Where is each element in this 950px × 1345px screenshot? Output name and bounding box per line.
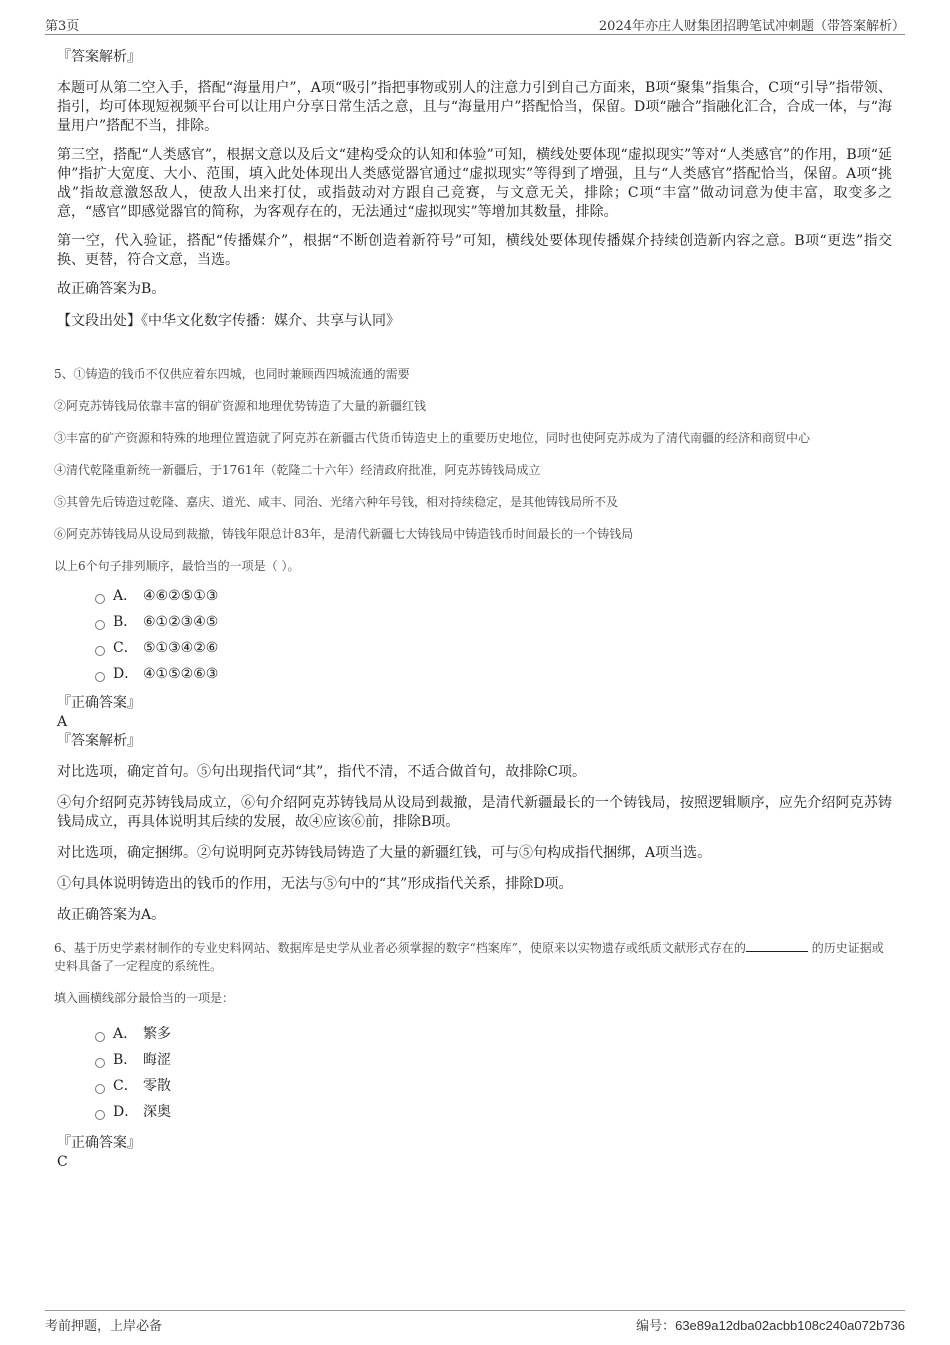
analysis-paragraph: ①句具体说明铸造出的钱币的作用，无法与⑤句中的“其”形成指代关系，排除D项。 bbox=[57, 876, 573, 892]
radio-button-icon[interactable] bbox=[95, 1084, 105, 1094]
question-line: ④清代乾隆重新统一新疆后，于1761年（乾隆二十六年）经清政府批准，阿克苏铸钱局成立 bbox=[54, 463, 541, 477]
analysis-paragraph: 对比选项，确定捆绑。②句说明阿克苏铸钱局铸造了大量的新疆红钱，可与⑤句构成指代捆绑，A项当选。 bbox=[57, 845, 712, 861]
analysis-paragraph: 故正确答案为B。 bbox=[57, 281, 166, 297]
question-line: ⑥阿克苏铸钱局从设局到裁撤，铸钱年限总计83年，是清代新疆七大铸钱局中铸造钱币时间最长的一个铸钱局 bbox=[54, 527, 634, 541]
question-prompt: 填入画横线部分最恰当的一项是： bbox=[54, 991, 235, 1005]
option-d[interactable]: D． ④①⑤②⑥③ bbox=[95, 661, 892, 687]
correct-answer-label: 『正确答案』 bbox=[57, 695, 141, 711]
question-prompt: 以上6个句子排列顺序，最恰当的一项是（ ）。 bbox=[54, 559, 300, 573]
analysis-paragraph: 本题可从第二空入手，搭配“海量用户”，A项“吸引”指把事物或别人的注意力引到自己方面来，B项“聚集”指集合，C项“引导”指带领、指引，均可体现短视频平台可以让用户分享日常生活之意，且与“海量用户”搭配恰当，保留。D项“融合”指融化汇合，合成一体，与“海量用户”搭配不当，排除。 bbox=[57, 80, 892, 134]
page-footer bbox=[45, 1310, 905, 1335]
radio-button-icon[interactable] bbox=[95, 1058, 105, 1068]
document-content bbox=[54, 47, 892, 1171]
option-list bbox=[95, 583, 892, 687]
correct-answer: C bbox=[57, 1154, 68, 1170]
option-a[interactable]: A． 繁多 bbox=[95, 1021, 892, 1047]
page-number: 第3页 bbox=[45, 19, 80, 34]
option-c[interactable]: C． 零散 bbox=[95, 1073, 892, 1099]
question-6 bbox=[54, 939, 892, 1171]
analysis-label: 『答案解析』 bbox=[57, 49, 141, 65]
analysis-paragraph: 第三空，搭配“人类感官”，根据文意以及后文“建构受众的认知和体验”可知，横线处要体现“虚拟现实”等对“人类感官”的作用，B项“延伸”指扩大宽度、大小、范围，填入此处体现出人类感觉器官通过“虚拟现实”等得到了增强，且与“人类感官”搭配恰当，保留。A项“挑战”指故意激怒敌人，使敌人出来打仗，或指鼓动对方跟自己竞赛，与文意无关，排除；C项“丰富”做动词意为使丰富，取变多之意，“感官”即感觉器官的简称，为客观存在的，无法通过“虚拟现实”等增加其数量，排除。 bbox=[57, 147, 892, 220]
option-list bbox=[95, 1021, 892, 1125]
radio-button-icon[interactable] bbox=[95, 672, 105, 682]
analysis-label: 『答案解析』 bbox=[57, 733, 141, 749]
passage-source: 【文段出处】《中华文化数字传播：媒介、共享与认同》 bbox=[57, 313, 400, 329]
question-line: ⑤其曾先后铸造过乾隆、嘉庆、道光、咸丰、同治、光绪六种年号钱，相对持续稳定，是其他铸钱局所不及 bbox=[54, 495, 619, 509]
document-id: 编号：63e89a12dba02acbb108c240a072b736 bbox=[636, 1318, 905, 1334]
fill-blank bbox=[746, 939, 808, 952]
radio-button-icon[interactable] bbox=[95, 1032, 105, 1042]
correct-answer-label: 『正确答案』 bbox=[57, 1135, 141, 1151]
analysis-paragraph: ④句介绍阿克苏铸钱局成立，⑥句介绍阿克苏铸钱局从设局到裁撤，是清代新疆最长的一个铸钱局，按照逻辑顺序，应先介绍阿克苏铸钱局成立，再具体说明其后续的发展，故④应该⑥前，排除B项。 bbox=[57, 795, 892, 830]
option-a[interactable]: A． ④⑥②⑤①③ bbox=[95, 583, 892, 609]
correct-answer: A bbox=[57, 714, 68, 730]
analysis-paragraph: 对比选项，确定首句。⑤句出现指代词“其”，指代不清，不适合做首句，故排除C项。 bbox=[57, 764, 587, 780]
radio-button-icon[interactable] bbox=[95, 620, 105, 630]
option-d[interactable]: D． 深奥 bbox=[95, 1099, 892, 1125]
footer-slogan: 考前押题，上岸必备 bbox=[45, 1319, 163, 1334]
option-b[interactable]: B． ⑥①②③④⑤ bbox=[95, 609, 892, 635]
question-5 bbox=[54, 365, 892, 925]
document-title: 2024年亦庄人财集团招聘笔试冲刺题（带答案解析） bbox=[598, 19, 905, 34]
radio-button-icon[interactable] bbox=[95, 594, 105, 604]
question-line: 5、①铸造的钱币不仅供应着东四城，也同时兼顾西四城流通的需要 bbox=[54, 367, 410, 381]
option-c[interactable]: C． ⑤①③④②⑥ bbox=[95, 635, 892, 661]
analysis-paragraph: 第一空，代入验证，搭配“传播媒介”，根据“不断创造着新符号”可知，横线处要体现传播媒介持续创造新内容之意。B项“更迭”指交换、更替，符合文意，当选。 bbox=[57, 233, 892, 268]
question-stem: 6、基于历史学素材制作的专业史料网站、数据库是史学从业者必须掌握的数字“档案库”，使原来以实物遗存或纸质文献形式存在的 的历史证据或史料具备了一定程度的系统性。 bbox=[54, 941, 884, 973]
radio-button-icon[interactable] bbox=[95, 1110, 105, 1120]
radio-button-icon[interactable] bbox=[95, 646, 105, 656]
page-header bbox=[45, 12, 905, 35]
question-line: ②阿克苏铸钱局依靠丰富的铜矿资源和地理优势铸造了大量的新疆红钱 bbox=[54, 399, 427, 413]
question-line: ③丰富的矿产资源和特殊的地理位置造就了阿克苏在新疆古代货币铸造史上的重要历史地位，同时也使阿克苏成为了清代南疆的经济和商贸中心 bbox=[54, 431, 811, 445]
option-b[interactable]: B． 晦涩 bbox=[95, 1047, 892, 1073]
analysis-paragraph: 故正确答案为A。 bbox=[57, 907, 166, 923]
